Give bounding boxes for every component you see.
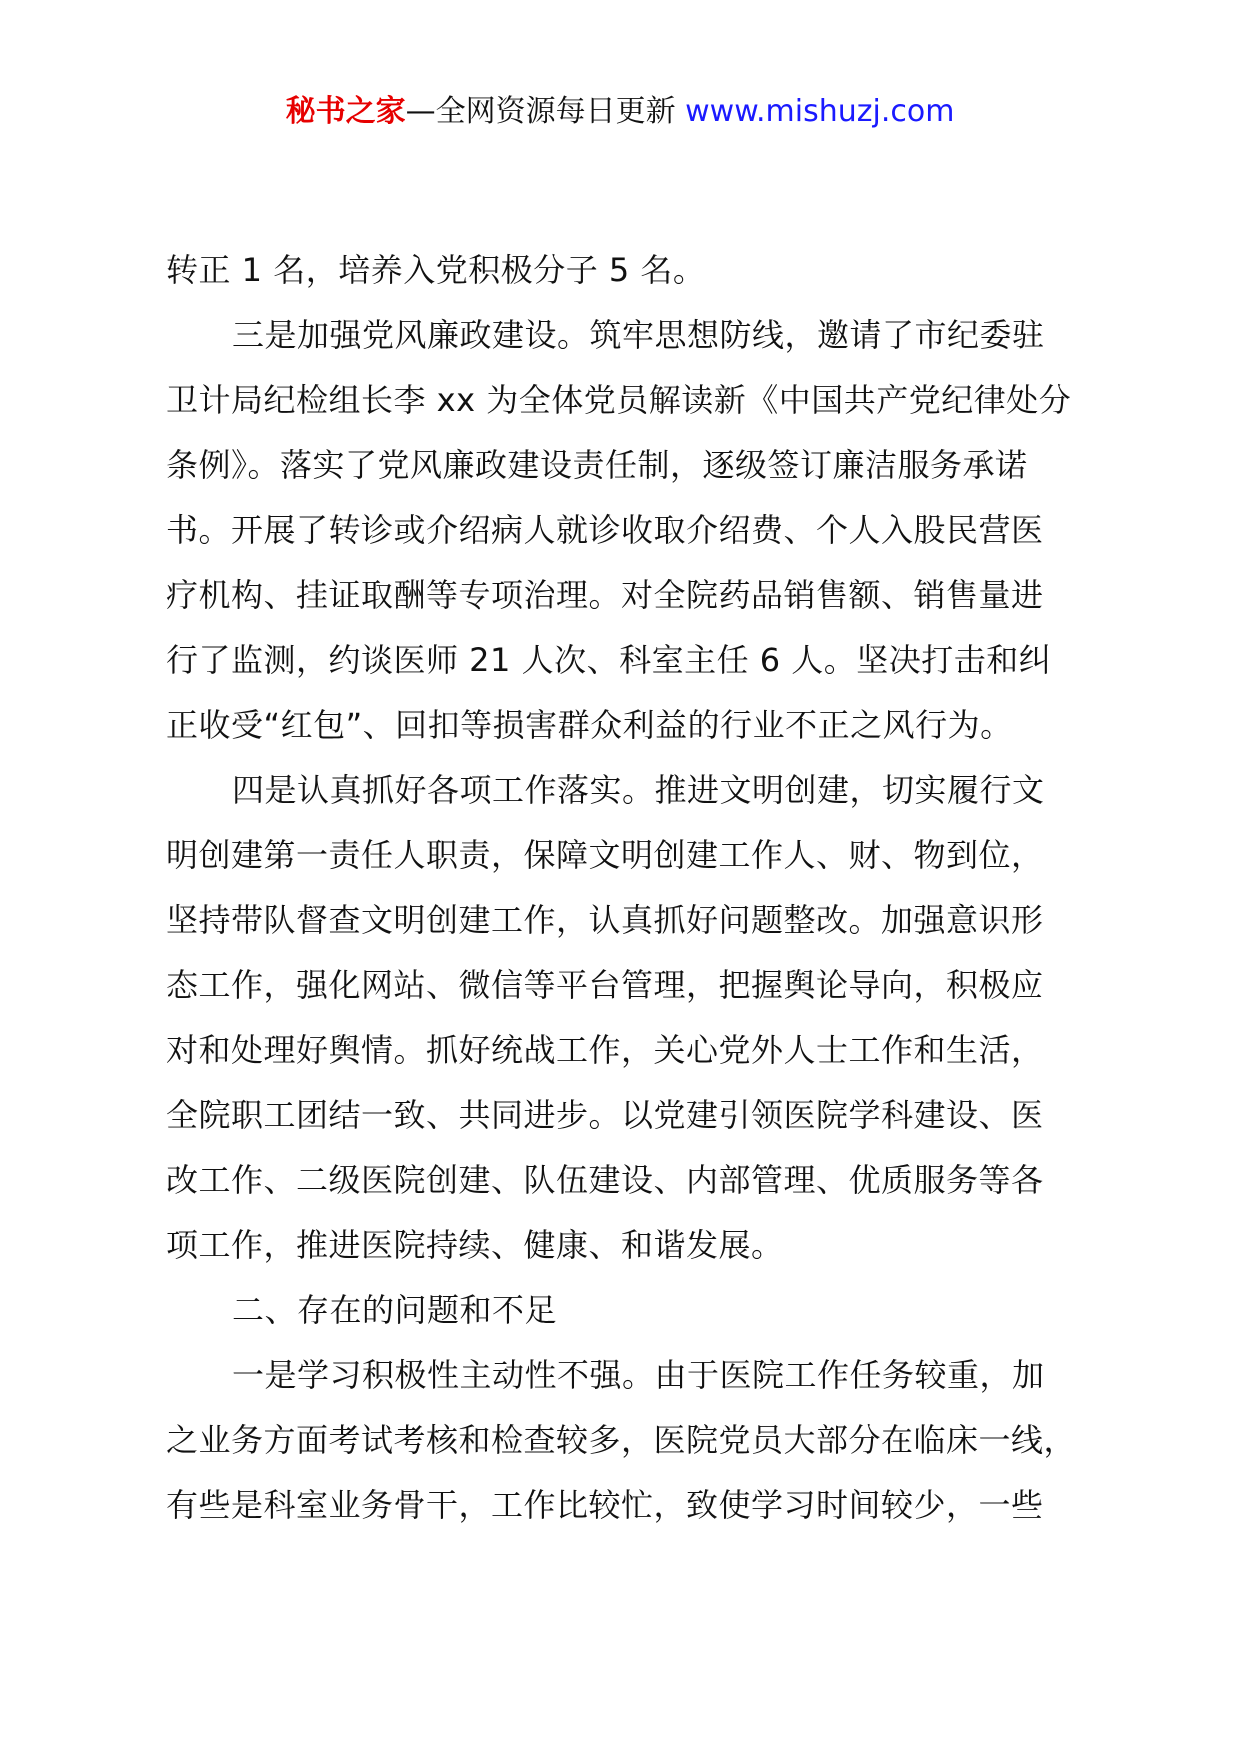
text-line: 改工作、二级医院创建、队伍建设、内部管理、优质服务等各 [166,1161,1044,1199]
text-line: 疗机构、挂证取酬等专项治理。对全院药品销售额、销售量进 [166,576,1044,614]
header-tagline: —全网资源每日更新 [405,94,676,129]
page-header [0,92,1240,132]
text-line: 明创建第一责任人职责，保障文明创建工作人、财、物到位， [166,836,1044,874]
text-line: 项工作，推进医院持续、健康、和谐发展。 [166,1226,784,1264]
text-line: 之业务方面考试考核和检查较多，医院党员大部分在临床一线， [166,1421,1077,1459]
text-line: 正收受“红包”、回扣等损害群众利益的行业不正之风行为。 [166,706,1013,744]
text-line: 坚持带队督查文明创建工作，认真抓好问题整改。加强意识形 [166,901,1044,939]
text-line: 卫计局纪检组长李 xx 为全体党员解读新《中国共产党纪律处分 [166,381,1072,419]
text-line: 条例》。落实了党风廉政建设责任制，逐级签订廉洁服务承诺 [166,446,1028,484]
text-line: 态工作，强化网站、微信等平台管理，把握舆论导向，积极应 [166,966,1044,1004]
brand-name: 秘书之家 [285,94,406,129]
section-heading: 二、存在的问题和不足 [232,1291,558,1329]
site-url-link[interactable]: www.mishuzj.com [685,94,955,129]
text-line: 行了监测，约谈医师 21 人次、科室主任 6 人。坚决打击和纠 [166,641,1052,679]
text-line: 有些是科室业务骨干，工作比较忙，致使学习时间较少，一些 [166,1486,1044,1524]
paragraph-start: 四是认真抓好各项工作落实。推进文明创建，切实履行文 [232,771,1045,809]
document-body [166,238,1096,1538]
text-line: 转正 1 名，培养入党积极分子 5 名。 [166,251,706,289]
text-line: 书。开展了转诊或介绍病人就诊收取介绍费、个人入股民营医 [166,511,1044,549]
paragraph-start: 三是加强党风廉政建设。筑牢思想防线，邀请了市纪委驻 [232,316,1045,354]
paragraph-start: 一是学习积极性主动性不强。由于医院工作任务较重，加 [232,1356,1045,1394]
text-line: 全院职工团结一致、共同进步。以党建引领医院学科建设、医 [166,1096,1044,1134]
text-line: 对和处理好舆情。抓好统战工作，关心党外人士工作和生活， [166,1031,1044,1069]
